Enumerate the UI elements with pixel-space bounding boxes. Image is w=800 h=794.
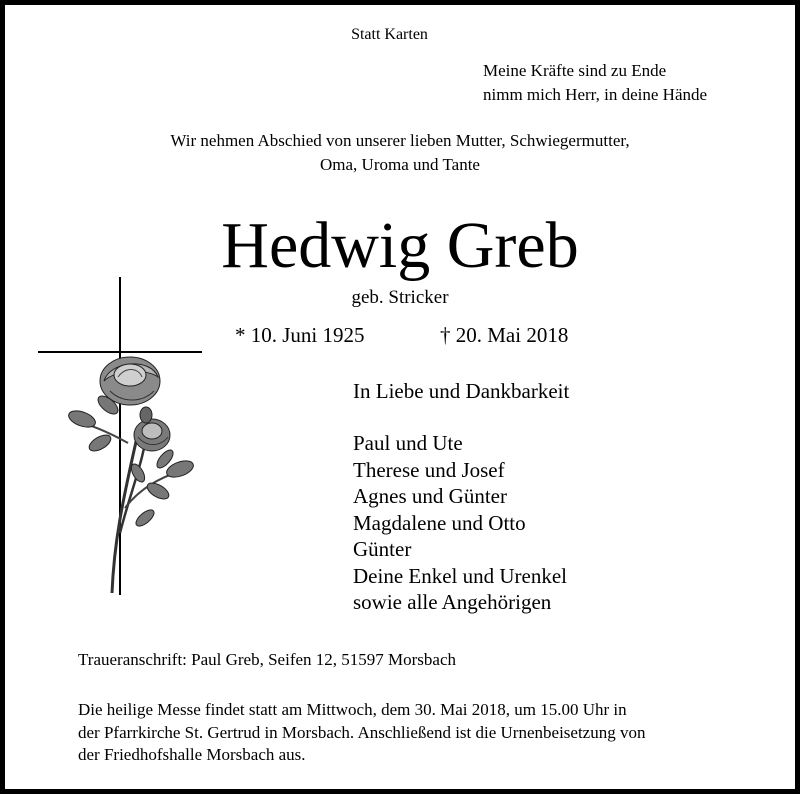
list-item: Magdalene und Otto bbox=[353, 510, 526, 535]
list-item: sowie alle Angehörigen bbox=[353, 590, 552, 614]
statt-karten-text: Statt Karten bbox=[351, 26, 428, 43]
verse-line-1: Meine Kräfte sind zu Ende bbox=[483, 61, 667, 80]
list-item: Paul und Ute bbox=[353, 431, 463, 455]
intro-text bbox=[5, 129, 795, 177]
deceased-name: Hedwig Greb bbox=[221, 209, 579, 282]
statt-karten-label bbox=[5, 26, 790, 44]
birth-date: * 10. Juni 1925 bbox=[235, 323, 365, 347]
service-line-2: der Pfarrkirche St. Gertrud in Morsbach. Anschließend ist die Urnenbeisetzung von bbox=[78, 722, 646, 742]
mourners-list bbox=[353, 430, 567, 616]
list-item: Deine Enkel und Urenkel bbox=[353, 563, 568, 588]
cross-with-roses-icon bbox=[30, 273, 210, 608]
list-item: Therese und Josef bbox=[353, 457, 505, 482]
service-line-1: Die heilige Messe findet statt am Mittwoch, dem 30. Mai 2018, um 15.00 Uhr in bbox=[78, 700, 627, 719]
list-item: Agnes und Günter bbox=[353, 484, 507, 508]
maiden-name: geb. Stricker bbox=[351, 287, 449, 308]
mourning-address: Traueranschrift: Paul Greb, Seifen 12, 51597 Morsbach bbox=[78, 650, 457, 669]
verse bbox=[483, 59, 707, 107]
verse-line-2: nimm mich Herr, in deine Hände bbox=[483, 85, 708, 104]
service-info bbox=[78, 699, 645, 767]
list-item: Günter bbox=[353, 537, 412, 561]
death-date: † 20. Mai 2018 bbox=[440, 323, 569, 347]
mourners-heading: In Liebe und Dankbarkeit bbox=[353, 379, 570, 403]
service-line-3: der Friedhofshalle Morsbach aus. bbox=[78, 745, 306, 764]
intro-line-2: Oma, Uroma und Tante bbox=[320, 155, 480, 174]
intro-line-1: Wir nehmen Abschied von unserer lieben Mutter, Schwiegermutter, bbox=[170, 131, 630, 150]
